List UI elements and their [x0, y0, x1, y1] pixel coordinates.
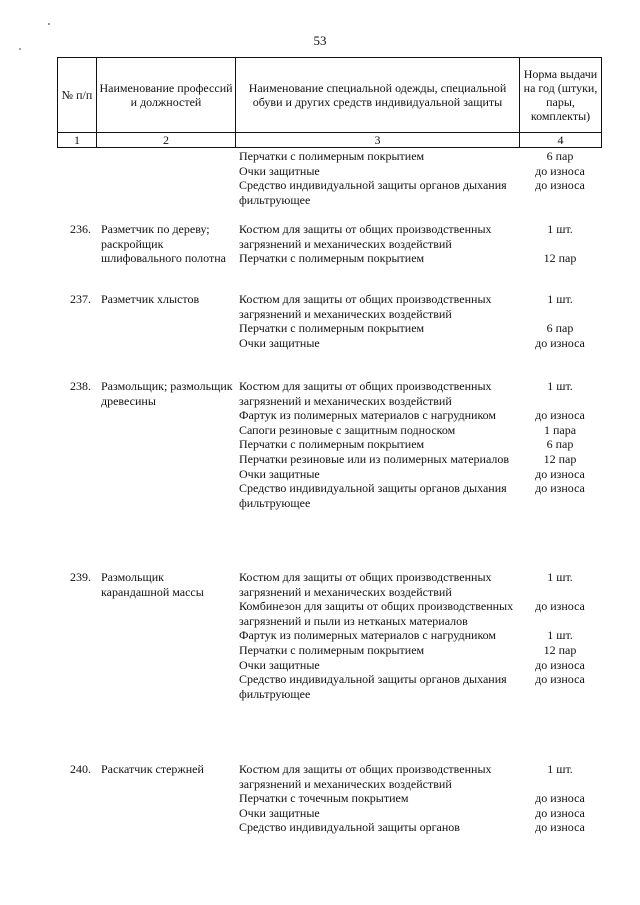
- equipment-item: Комбинезон для защиты от общих производственных загрязнений и пыли из нетканых материалов до износа: [239, 599, 585, 628]
- profession-name: Раскатчик стержней: [101, 762, 204, 776]
- equipment-item: Средство индивидуальной защиты органов до износа: [239, 820, 585, 835]
- profession-name: Разметчик по дереву; раскройщик шлифовального полотна: [101, 222, 226, 266]
- equipment-item: Средство индивидуальной защиты органов дыхания фильтрующее до износа: [239, 672, 585, 701]
- equipment-item: Очки защитные до износа: [239, 466, 585, 481]
- table-header: [57, 57, 602, 148]
- scan-speck: [48, 23, 50, 25]
- equipment-item: Перчатки резиновые или из полимерных материалов 12 пар: [239, 451, 577, 466]
- equipment-item: Костюм для защиты от общих производственных загрязнений и механических воздействий 1 шт.: [239, 762, 573, 791]
- equipment-item: Очки защитные до износа: [239, 335, 585, 350]
- row-number: 240.: [70, 762, 91, 776]
- equipment-item: Фартук из полимерных материалов с нагрудником до износа: [239, 408, 585, 423]
- equipment-item: Перчатки с полимерным покрытием 6 пар: [239, 149, 574, 163]
- column-header-equipment: Наименование специальной одежды, специальной обуви и других средств индивидуальной защиты: [236, 58, 520, 133]
- page-number: 53: [313, 33, 327, 48]
- column-number: 2: [97, 133, 236, 148]
- equipment-item: Костюм для защиты от общих производственных загрязнений и механических воздействий 1 шт.: [239, 570, 573, 599]
- column-number: 3: [236, 133, 520, 148]
- equipment-item: Костюм для защиты от общих производственных загрязнений и механических воздействий 1 шт.: [239, 222, 573, 251]
- equipment-item: Фартук из полимерных материалов с нагрудником 1 шт.: [239, 628, 573, 643]
- equipment-item: Перчатки с полимерным покрытием 12 пар: [239, 251, 577, 266]
- equipment-item: Перчатки с полимерным покрытием 6 пар: [239, 321, 574, 336]
- table-row: [57, 292, 601, 373]
- equipment-item: Сапоги резиновые с защитным подноском 1 пара: [239, 422, 577, 437]
- profession-name: Разметчик хлыстов: [101, 292, 200, 306]
- equipment-item: Очки защитные до износа: [239, 657, 585, 672]
- row-number: 237.: [70, 292, 91, 306]
- equipment-item: Средство индивидуальной защиты органов дыхания фильтрующее до износа: [239, 481, 585, 510]
- profession-name: Размольщик карандашной массы: [101, 570, 204, 599]
- row-number: 236.: [70, 222, 91, 236]
- table-row: [57, 379, 601, 565]
- row-number: 238.: [70, 379, 91, 393]
- equipment-item: Средство индивидуальной защиты органов дыхания фильтрующее до износа: [239, 178, 585, 207]
- continuation-block: [57, 149, 601, 213]
- table-row: [57, 570, 601, 757]
- equipment-item: Очки защитные до износа: [239, 805, 585, 820]
- equipment-item: Очки защитные до износа: [239, 163, 585, 178]
- table-row: [57, 222, 601, 289]
- equipment-item: Костюм для защиты от общих производственных загрязнений и механических воздействий 1 шт.: [239, 379, 573, 408]
- table-body: [57, 149, 601, 835]
- column-number: 4: [520, 133, 602, 148]
- equipment-item: Костюм для защиты от общих производственных загрязнений и механических воздействий 1 шт.: [239, 292, 573, 321]
- table-row: [57, 762, 601, 835]
- column-number: 1: [58, 133, 97, 148]
- equipment-item: Перчатки с полимерным покрытием 12 пар: [239, 642, 577, 657]
- profession-name: Размольщик; размольщик древесины: [101, 379, 233, 408]
- column-header-number: № п/п: [58, 58, 97, 133]
- column-header-norm: Норма выдачи на год (штуки, пары, комплекты): [520, 58, 602, 133]
- row-number: 239.: [70, 570, 91, 584]
- equipment-item: Перчатки с полимерным покрытием 6 пар: [239, 437, 574, 452]
- equipment-item: Перчатки с точечным покрытием до износа: [239, 791, 585, 806]
- column-header-profession: Наименование профессий и должностей: [97, 58, 236, 133]
